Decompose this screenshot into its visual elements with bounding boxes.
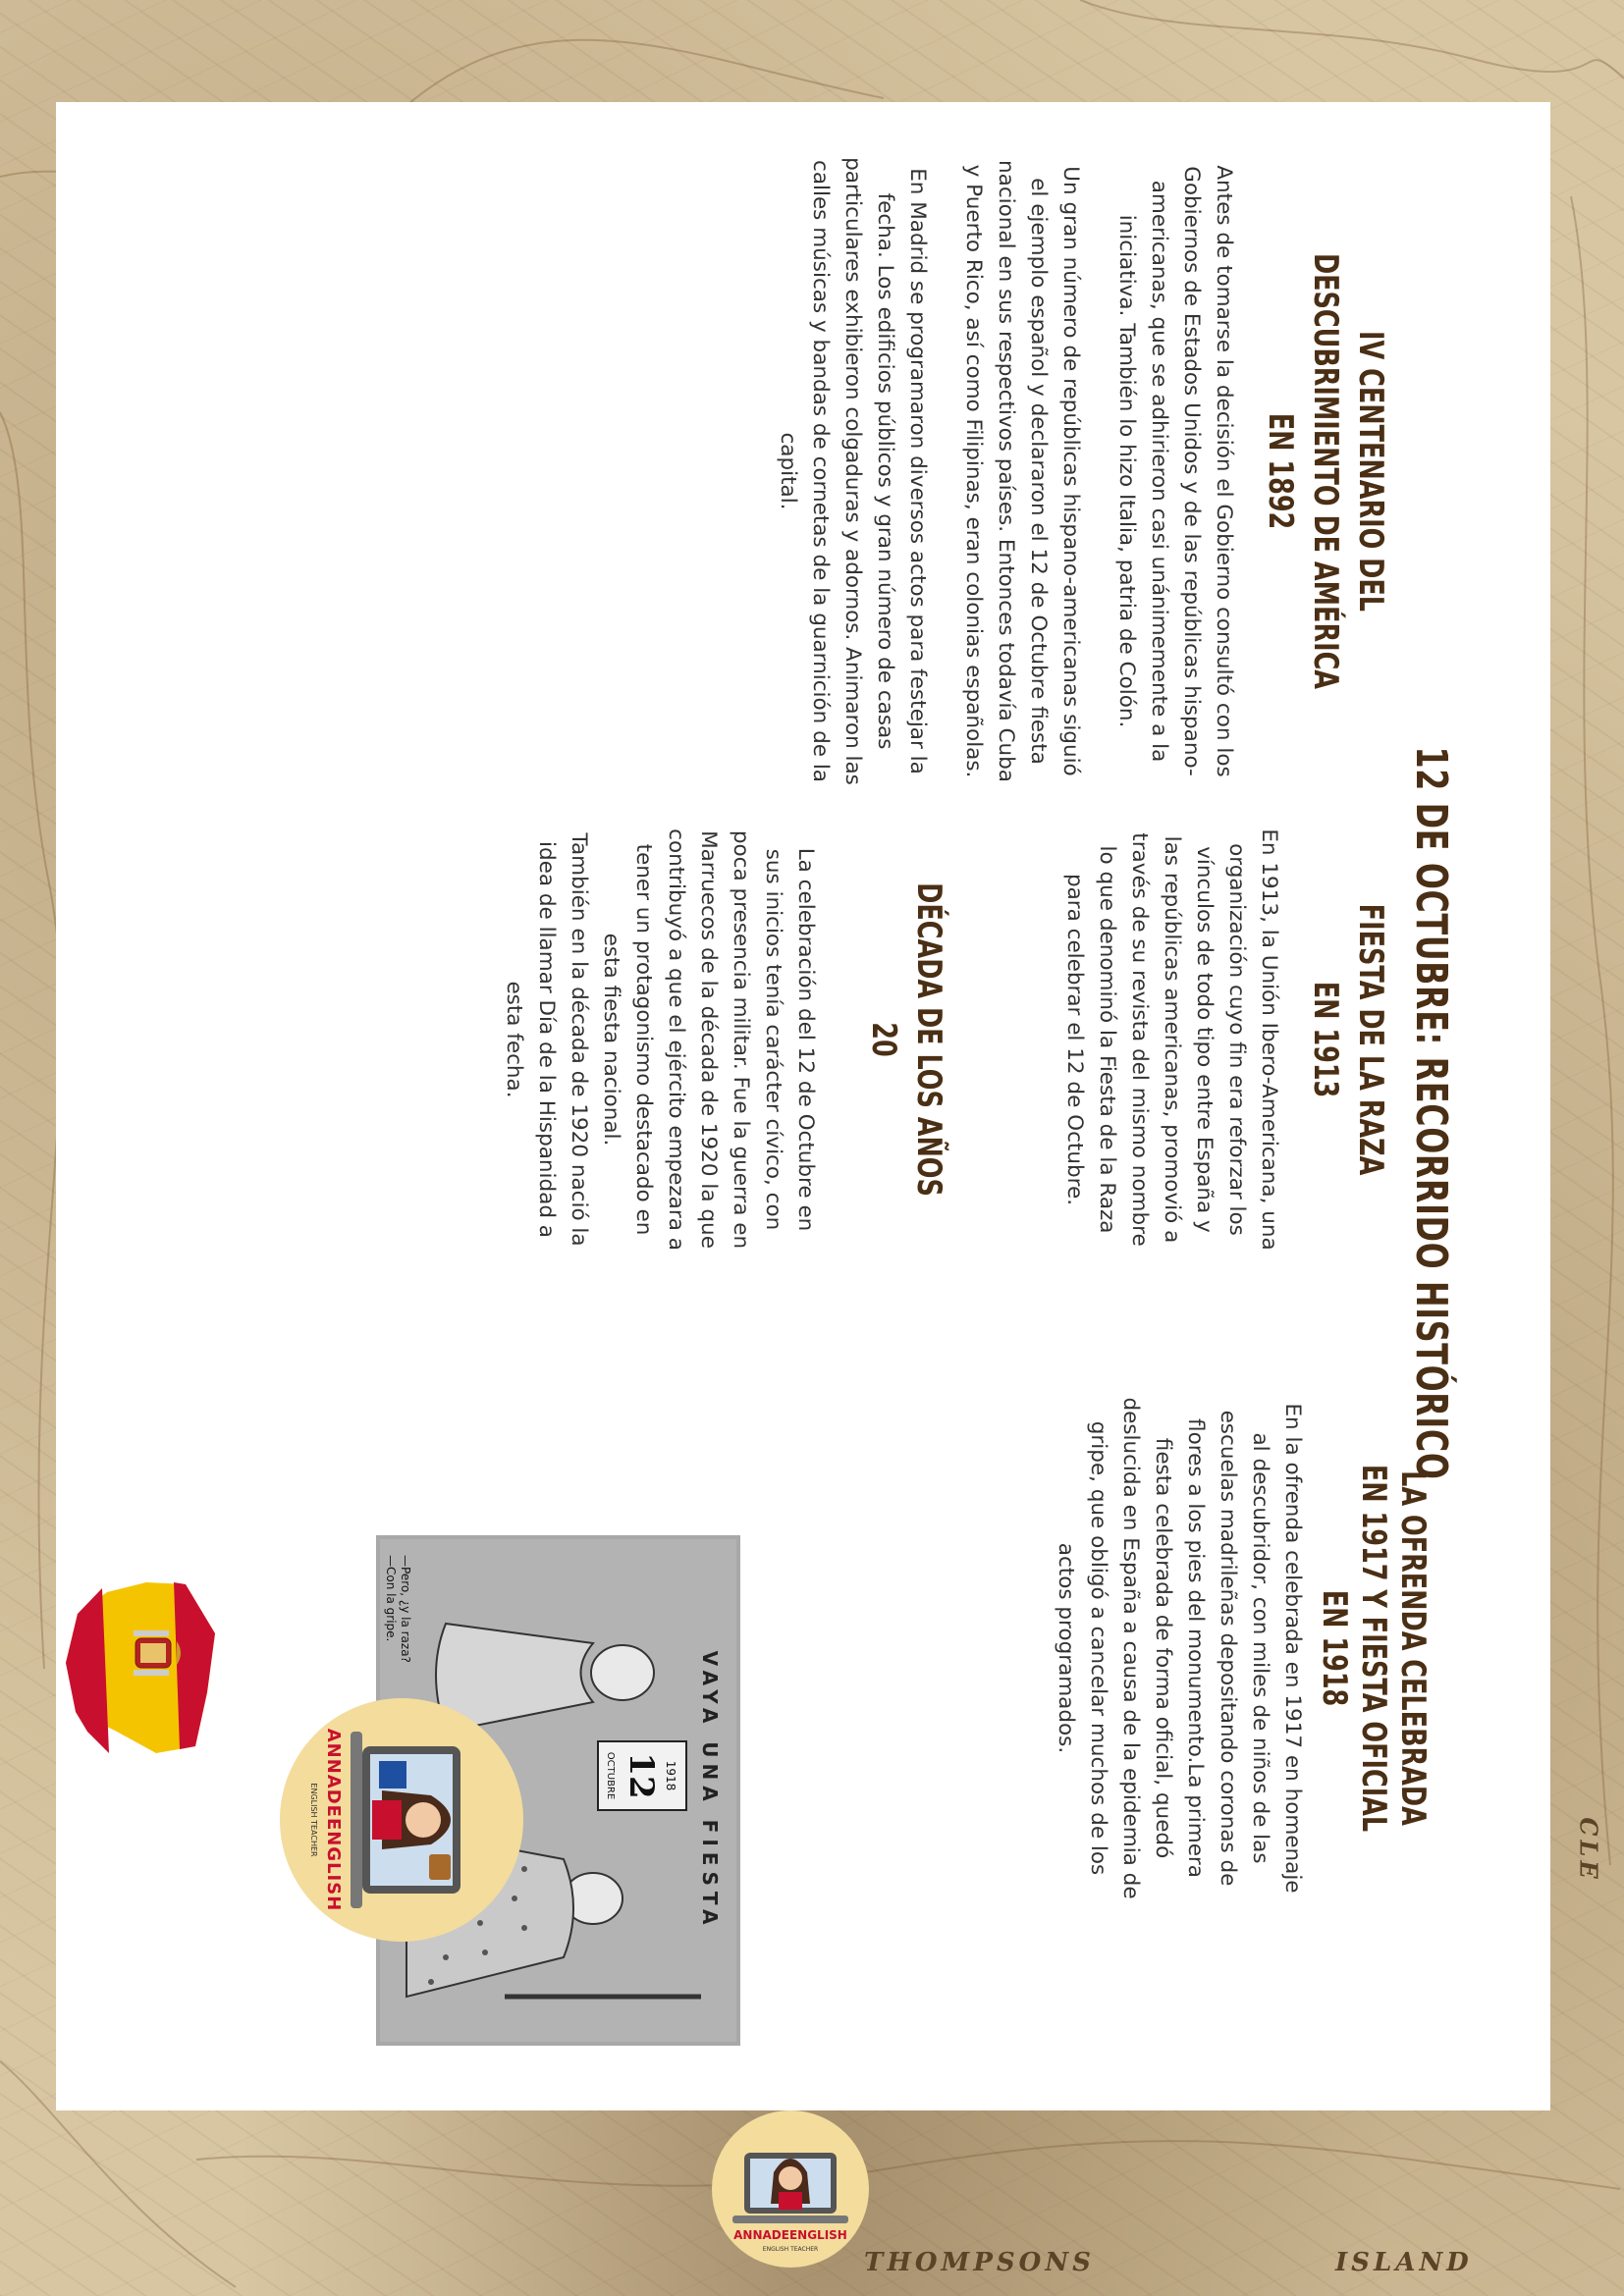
- map-label-thompsons: THOMPSONS: [864, 2248, 1095, 2277]
- content-card: [56, 102, 1550, 2110]
- paragraph-1920s-2: También en la década de 1920 nació la idea de llamar Día de la Hispanidad a esta fecha.: [502, 832, 591, 1247]
- section-heading-1913: FIESTA DE LA RAZA EN 1913: [1306, 903, 1390, 1176]
- map-label-island: ISLAND: [1335, 2248, 1473, 2277]
- svg-text:ENGLISH TEACHER: [309, 1783, 318, 1857]
- cartoon-dialog-2: —Con la gripe.: [384, 1555, 398, 1642]
- logo-badge-icon: [274, 1692, 529, 1948]
- svg-text:12: [622, 1752, 661, 1798]
- section-1917-1918: [1026, 1393, 1433, 1903]
- paragraph-1920s-1: La celebración del 12 de Octubre en sus inicios tenía carácter cívico, con poca presencia militar. Fue la guerra en Marruecos de la década de 1920 la que contribuyó a que el ejército empezara a tener un protagonismo destacado en esta fiesta nacional.: [599, 828, 818, 1251]
- section-heading-1920s: DÉCADA DE LOS AÑOS 20: [864, 882, 948, 1197]
- svg-text:VAYA UNA FIESTA: [698, 1651, 722, 1931]
- logo-small-name: ANNADEENGLISH: [733, 2228, 847, 2242]
- svg-text:ANNADEENGLISH: [323, 1729, 344, 1912]
- spain-flag-map: [54, 1575, 225, 1761]
- logo-name: ANNADEENGLISH: [323, 1728, 344, 1912]
- svg-text:—Pero, ¿y la raza?: [399, 1555, 412, 1663]
- calendar-day: 12: [622, 1752, 661, 1799]
- page-title: 12 DE OCTUBRE: RECORRIDO HISTÓRICO: [1406, 746, 1456, 1480]
- paragraph-1917-1918: En la ofrenda celebrada en 1917 en homenaje al descubridor, con miles de niños de las escuelas madrileñas depositando coronas de flores a los pies del monumento.La primera fiesta celebrada de forma oficial, quedó deslucida en España a causa de la epidemia de gripe, que obligó a cancelar muchos de los actos programados.: [1054, 1397, 1305, 1899]
- calendar-year: 1918: [664, 1760, 677, 1791]
- svg-text:1918: [664, 1761, 677, 1791]
- section-1920s: [474, 828, 951, 1251]
- logo-subtitle: ENGLISH TEACHER: [309, 1783, 318, 1857]
- annadeenglish-logo-small: [707, 2106, 874, 2272]
- svg-text:ANNADEENGLISH: [733, 2228, 847, 2242]
- paragraph-1913: En 1913, la Unión Ibero-Americana, una organización cuyo fin era reforzar los vínculos de todo tipo entre España y las repúblicas americanas, promovió a través de su revista del mismo nombre lo que denominó la Fiesta de la Raza para celebrar el 12 de Octubre.: [1062, 828, 1281, 1251]
- svg-text:—Con la gripe.: [384, 1555, 398, 1641]
- svg-text:OCTUBRE: [605, 1752, 616, 1799]
- section-heading-1917-1918: LA OFRENDA CELEBRADA EN 1917 Y FIESTA OFICIAL EN 1918: [1315, 1464, 1433, 1833]
- section-1892: [748, 157, 1393, 785]
- annadeenglish-logo: [270, 1692, 529, 1948]
- spain-map-icon: [58, 1575, 225, 1761]
- section-1913: [1035, 828, 1393, 1251]
- map-label-cle: CLE: [1574, 1817, 1603, 1883]
- paragraph-1892-2: Un gran número de repúblicas hispano-americanas siguió el ejemplo español y declararon el 12 de Octubre fiesta nacional en sus respectivos países. Entonces todavía Cuba y Puerto Rico, así como Filipinas, eran colonias españolas.: [961, 160, 1083, 782]
- svg-text:ENGLISH TEACHER: [763, 2246, 818, 2253]
- rotated-page: [56, 102, 1550, 2110]
- paragraph-1892-1: Antes de tomarse la decisión el Gobierno consultó con los Gobiernos de Estados Unidos y de las repúblicas hispano-americanas, que se adhirieron casi unánimemente a la iniciativa. También lo hizo Italia, patria de Colón.: [1114, 165, 1236, 777]
- calendar-month: OCTUBRE: [605, 1751, 616, 1800]
- logo-small-subtitle: ENGLISH TEACHER: [762, 2246, 819, 2253]
- paragraph-1892-3: En Madrid se programaron diversos actos para festejar la fecha. Los edificios públicos y gran número de casas particulares exhibieron colgaduras y adornos. Animaron las calles músicas y bandas de cornetas de la guarnición de la capital.: [776, 157, 930, 785]
- section-heading-1892: IV CENTENARIO DEL DESCUBRIMIENTO DE AMÉRICA EN 1892: [1261, 252, 1390, 690]
- cartoon-caption: VAYA UNA FIESTA: [698, 1650, 722, 1931]
- logo-badge-small-icon: [707, 2106, 874, 2272]
- cartoon-dialog-1: —Pero, ¿y la raza?: [399, 1555, 412, 1663]
